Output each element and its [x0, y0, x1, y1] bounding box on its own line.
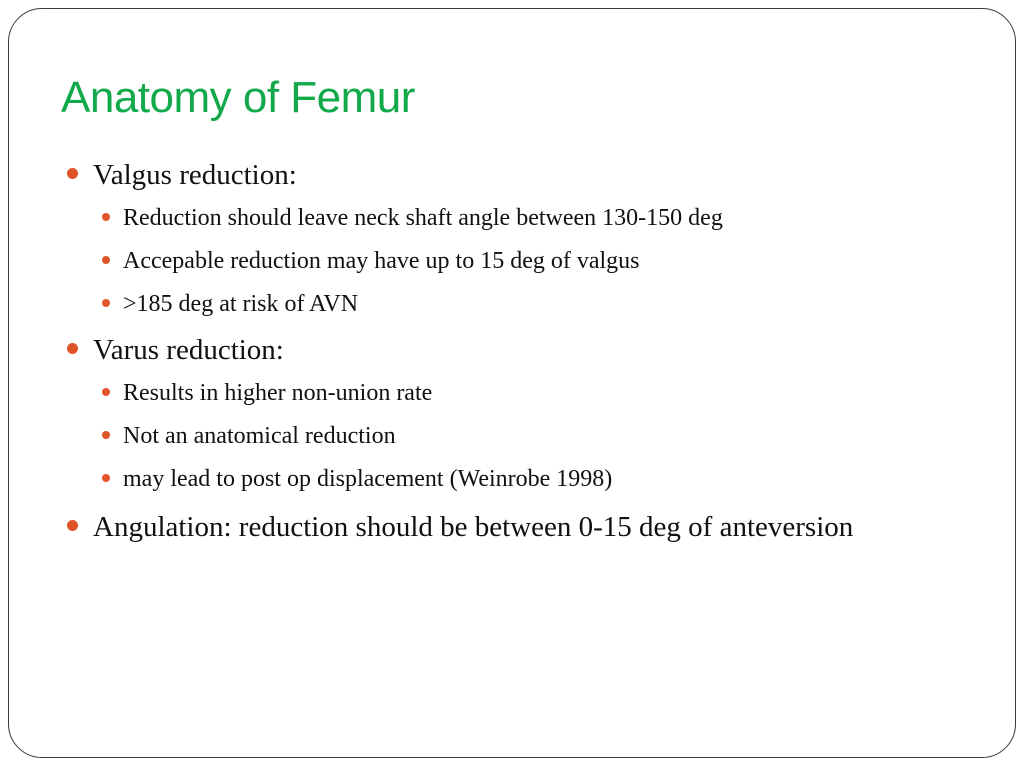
sub-bullet-text: Reduction should leave neck shaft angle between 130-150 deg [123, 205, 723, 231]
bullet-dot-icon [102, 256, 110, 264]
sub-bullet-text: may lead to post op displacement (Weinrobe 1998) [123, 466, 613, 492]
sub-bullet-item [62, 240, 922, 283]
sub-bullet-text: >185 deg at risk of AVN [123, 291, 359, 317]
bullet-dot-icon [67, 343, 78, 354]
sub-bullet-item [62, 372, 922, 415]
sub-bullet-text: Not an anatomical reduction [123, 423, 396, 449]
bullet-dot-icon [67, 520, 78, 531]
bullet-dot-icon [67, 168, 78, 179]
bullet-dot-icon [102, 299, 110, 307]
slide-title: Anatomy of Femur [61, 73, 415, 122]
sub-bullet-item [62, 197, 922, 240]
bullet-text: Angulation: reduction should be between 0-15 deg of anteversion [93, 511, 854, 543]
bullet-item-angulation [62, 506, 922, 549]
sub-bullet-text: Results in higher non-union rate [123, 380, 433, 406]
bullet-text: Valgus reduction: [93, 159, 297, 191]
bullet-item-valgus [62, 154, 922, 197]
bullet-text: Varus reduction: [93, 334, 284, 366]
sub-bullet-item [62, 283, 922, 326]
bullet-list [62, 154, 922, 549]
bullet-dot-icon [102, 213, 110, 221]
bullet-dot-icon [102, 474, 110, 482]
sub-bullet-item [62, 415, 922, 458]
bullet-item-varus [62, 329, 922, 372]
bullet-dot-icon [102, 388, 110, 396]
sub-bullet-item [62, 458, 922, 501]
bullet-dot-icon [102, 431, 110, 439]
sub-bullet-text: Accepable reduction may have up to 15 deg of valgus [123, 248, 640, 274]
